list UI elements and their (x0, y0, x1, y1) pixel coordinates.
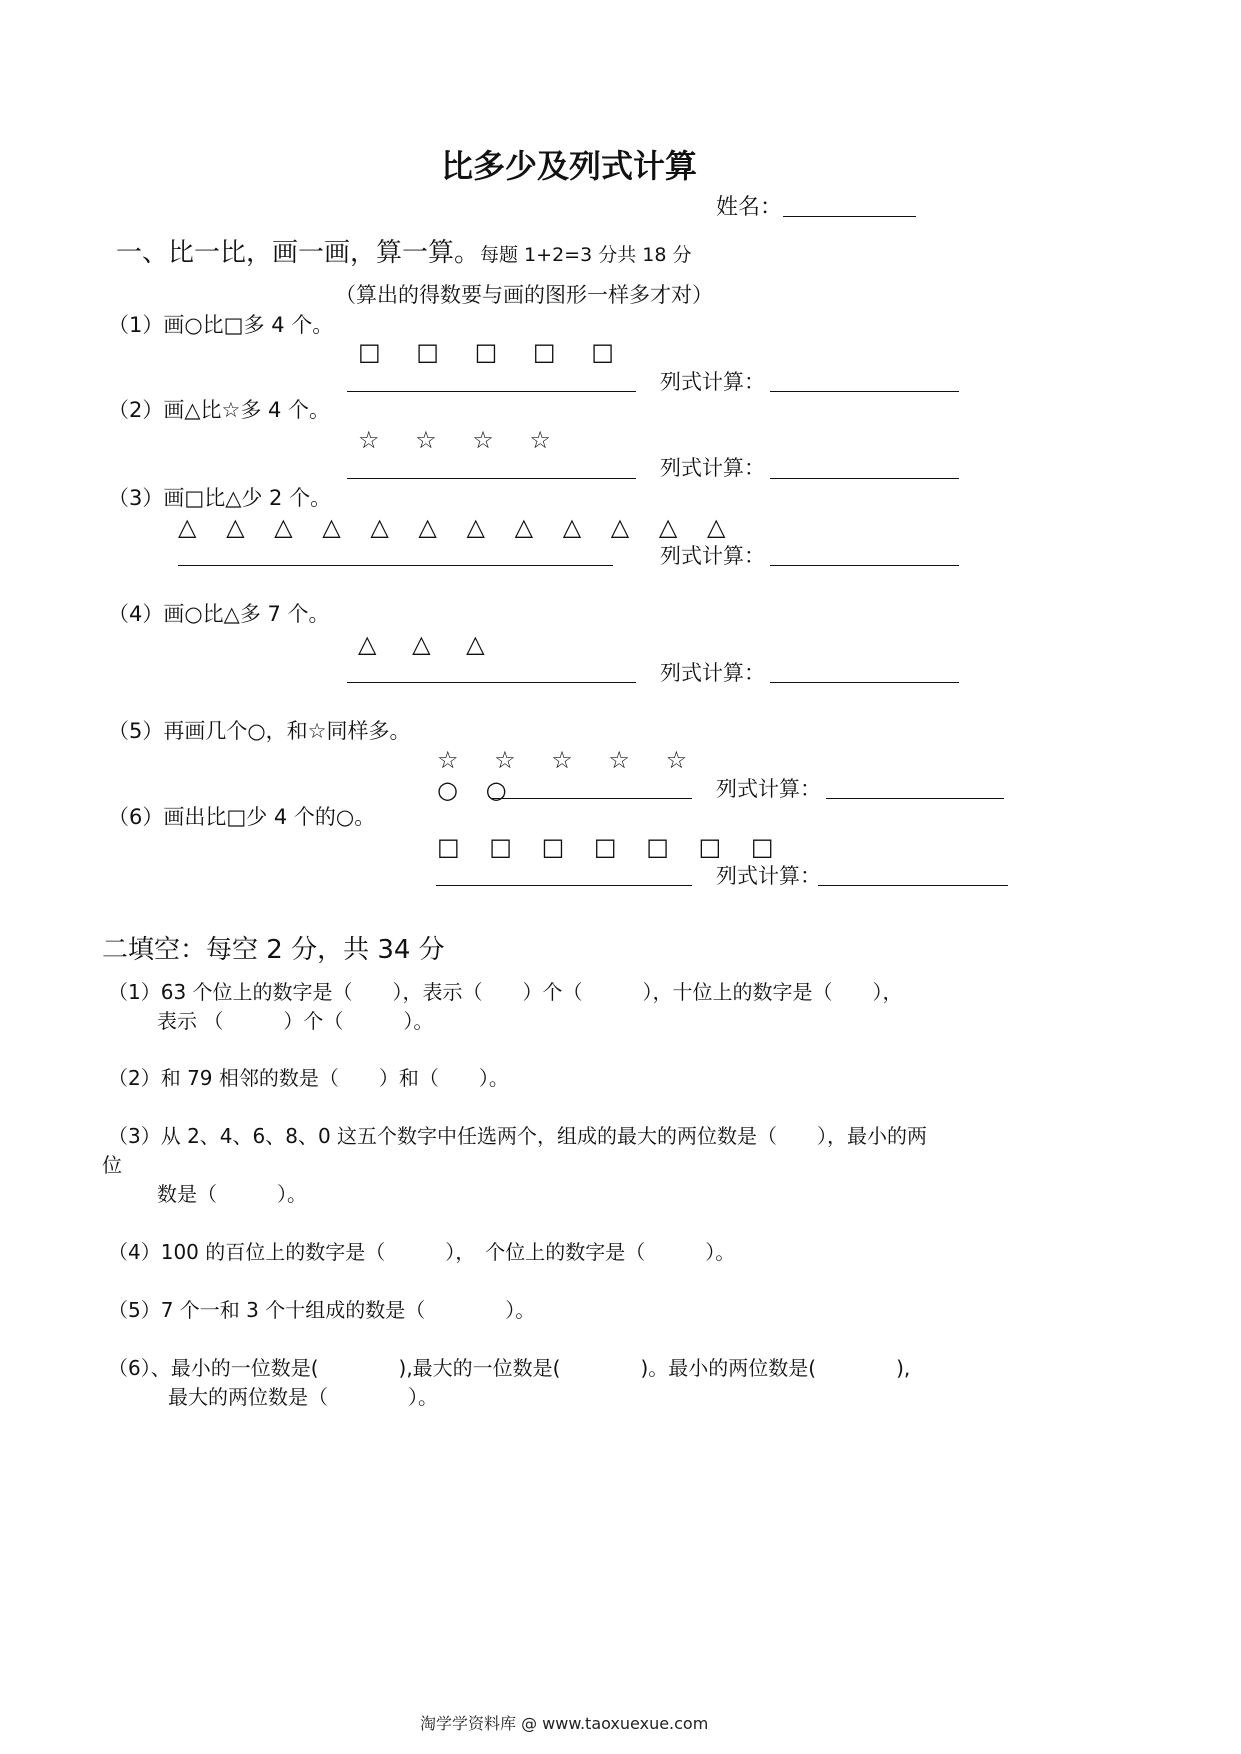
s1-q5-label: （5）再画几个○，和☆同样多。 (108, 719, 411, 743)
section1-heading (116, 240, 691, 266)
s1-q5-shapes: ☆ ☆ ☆ ☆ ☆ (437, 746, 702, 774)
s1-q4-calc-label: 列式计算： (660, 661, 765, 685)
s1-q4-shapes: △ △ △ (358, 630, 499, 658)
s2-q5: （5）7 个一和 3 个十组成的数是（ ）。 (108, 1298, 536, 1322)
page-title: 比多少及列式计算 (441, 147, 698, 185)
name-field[interactable] (783, 216, 916, 217)
s2-q6-line2: 最大的两位数是（ ）。 (168, 1385, 438, 1409)
footer-watermark: 淘学学资料库 @ www.taoxuexue.com (420, 1714, 709, 1733)
name-label: 姓名： (716, 195, 783, 220)
s1-q5-calc-label: 列式计算： (716, 777, 821, 801)
s1-q1-calc-line[interactable] (770, 391, 959, 392)
s1-q2-draw-line[interactable] (347, 478, 636, 479)
s1-q2-label: （2）画△比☆多 4 个。 (108, 398, 331, 422)
s1-q6-label: （6）画出比□少 4 个的○。 (108, 805, 376, 829)
s2-q1-line1: （1）63 个位上的数字是（ ），表示（ ）个（ ），十位上的数字是（ ）， (108, 980, 903, 1004)
section1-heading-text: 一、比一比，画一画，算一算。 (116, 238, 481, 268)
s1-q4-draw-line[interactable] (347, 682, 636, 683)
s2-q6-line1: （6）、最小的一位数是( ),最大的一位数是( )。最小的两位数是( ), (108, 1356, 911, 1380)
s1-q3-label: （3）画□比△少 2 个。 (108, 486, 332, 510)
s2-q3-line1: （3）从 2、4、6、8、0 这五个数字中任选两个，组成的最大的两位数是（ ），最小的两 (108, 1124, 928, 1148)
s1-q6-shapes: □ □ □ □ □ □ □ (437, 833, 785, 861)
s1-q3-calc-label: 列式计算： (660, 544, 765, 568)
s1-q5-draw-line[interactable] (492, 798, 692, 799)
section2-heading: 二填空：每空 2 分，共 34 分 (102, 935, 445, 965)
s2-q1-line2: 表示 （ ）个（ ）。 (157, 1009, 434, 1033)
s1-q3-draw-line[interactable] (178, 565, 613, 566)
s1-q6-draw-line[interactable] (436, 885, 692, 886)
s1-q4-label: （4）画○比△多 7 个。 (108, 602, 330, 626)
s2-q4: （4）100 的百位上的数字是（ ）， 个位上的数字是（ ）。 (108, 1240, 736, 1264)
s1-q6-calc-label: 列式计算： (716, 864, 821, 888)
s1-q3-calc-line[interactable] (770, 565, 959, 566)
s1-q5-calc-line[interactable] (826, 798, 1004, 799)
s1-q2-shapes: ☆ ☆ ☆ ☆ (358, 426, 565, 454)
section1-note: （算出的得数要与画的图形一样多才对） (335, 283, 713, 307)
s1-q2-calc-line[interactable] (770, 478, 959, 479)
s1-q3-shapes: △ △ △ △ △ △ △ △ △ △ △ △ (178, 513, 737, 541)
s1-q1-shapes: □ □ □ □ □ (358, 338, 628, 366)
s1-q1-draw-line[interactable] (347, 391, 636, 392)
s2-q3-line3: 数是（ ）。 (157, 1182, 307, 1206)
s1-q6-calc-line[interactable] (818, 885, 1008, 886)
s1-q1-label: （1）画○比□多 4 个。 (108, 313, 334, 337)
s1-q4-calc-line[interactable] (770, 682, 959, 683)
s1-q2-calc-label: 列式计算： (660, 456, 765, 480)
section1-score: 每题 1+2=3 分共 18 分 (480, 244, 692, 266)
s2-q2: （2）和 79 相邻的数是（ ）和（ ）。 (108, 1066, 509, 1090)
s2-q3-line2: 位 (102, 1153, 122, 1177)
s1-q1-calc-label: 列式计算： (660, 370, 765, 394)
s1-q5-circles: ○ ○ (437, 776, 517, 804)
